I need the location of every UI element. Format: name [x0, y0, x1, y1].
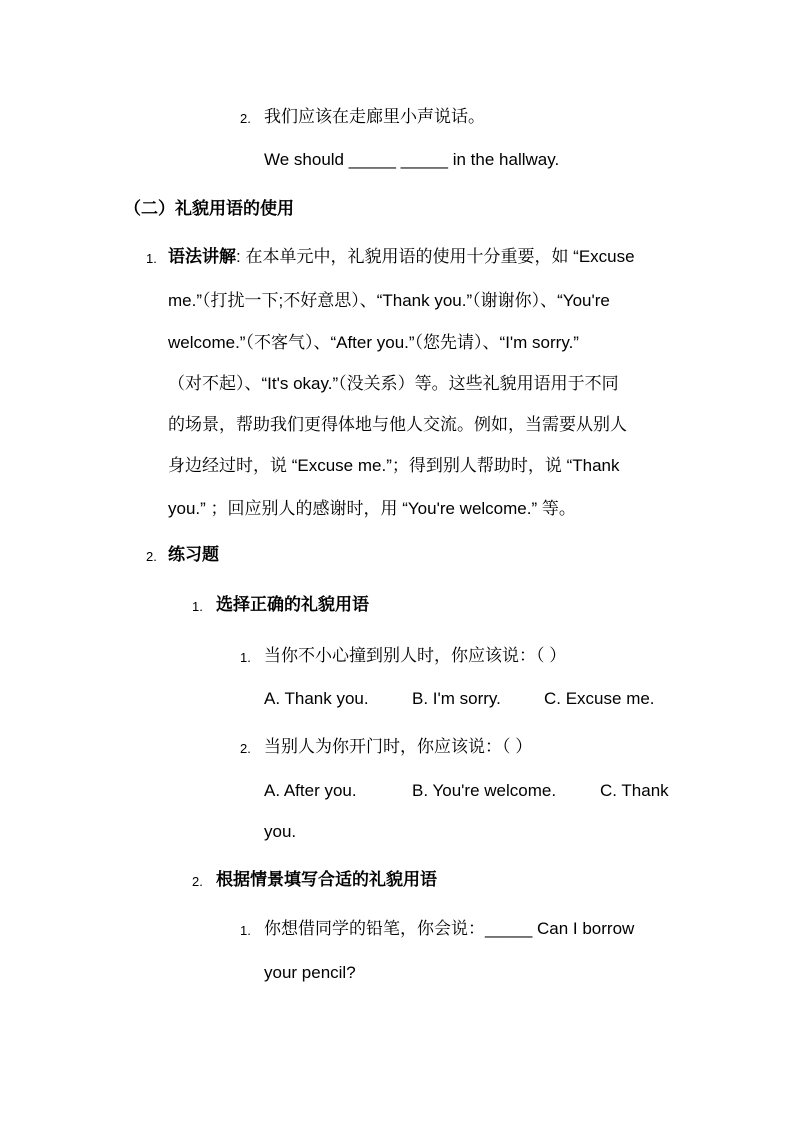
option-c: C. Excuse me. [544, 689, 655, 708]
fill-in-question-cont: your pencil? [264, 963, 356, 982]
section-heading: （二）礼貌用语的使用 [124, 199, 294, 218]
exercises-heading: 练习题 [168, 545, 219, 564]
subsection-number: 2. [192, 874, 203, 889]
question-number: 2. [240, 111, 251, 126]
option-a: A. After you. [264, 781, 357, 800]
subsection-title: 根据情景填写合适的礼貌用语 [216, 870, 437, 889]
subsection-number: 1. [192, 599, 203, 614]
grammar-label: 语法讲解 [168, 247, 236, 266]
grammar-text: : 在本单元中，礼貌用语的使用十分重要，如 “Excuse [236, 247, 635, 266]
question-number: 1. [240, 650, 251, 665]
grammar-line-1 [168, 246, 635, 268]
item-number: 2. [146, 549, 157, 564]
subsection-title: 选择正确的礼貌用语 [216, 595, 369, 614]
grammar-line-7: you.” ；回应别人的感谢时，用 “You're welcome.” 等。 [168, 499, 576, 518]
grammar-line-6: 身边经过时，说 “Excuse me.”；得到别人帮助时，说 “Thank [168, 456, 620, 475]
fill-in-question: 你想借同学的铅笔，你会说：_____ Can I borrow [264, 919, 635, 938]
grammar-line-4: （对不起）、“It's okay.”（没关系）等。这些礼貌用语用于不同 [168, 374, 619, 393]
question-number: 1. [240, 923, 251, 938]
option-b: B. I'm sorry. [412, 689, 501, 708]
item-number: 1. [146, 251, 157, 266]
grammar-text: me.”（打扰一下;不好意思）、“Thank you.”（谢谢你）、“You're [168, 291, 610, 310]
choice-question: 当别人为你开门时，你应该说：（ ） [264, 737, 533, 756]
question-number: 2. [240, 741, 251, 756]
option-c: C. Thank [600, 781, 669, 800]
choice-question: 当你不小心撞到别人时，你应该说：（ ） [264, 646, 567, 665]
fill-in-sentence: We should _____ _____ in the hallway. [264, 150, 560, 169]
grammar-line-5: 的场景，帮助我们更得体地与他人交流。例如，当需要从别人 [168, 415, 627, 434]
option-c-continued: you. [264, 822, 297, 841]
option-b: B. You're welcome. [412, 781, 557, 800]
grammar-line-2 [168, 290, 674, 312]
question-prompt: 我们应该在走廊里小声说话。 [264, 107, 485, 126]
option-a: A. Thank you. [264, 689, 369, 708]
grammar-line-3: welcome.”（不客气）、“After you.”（您先请）、“I'm sorry.” [168, 333, 579, 352]
